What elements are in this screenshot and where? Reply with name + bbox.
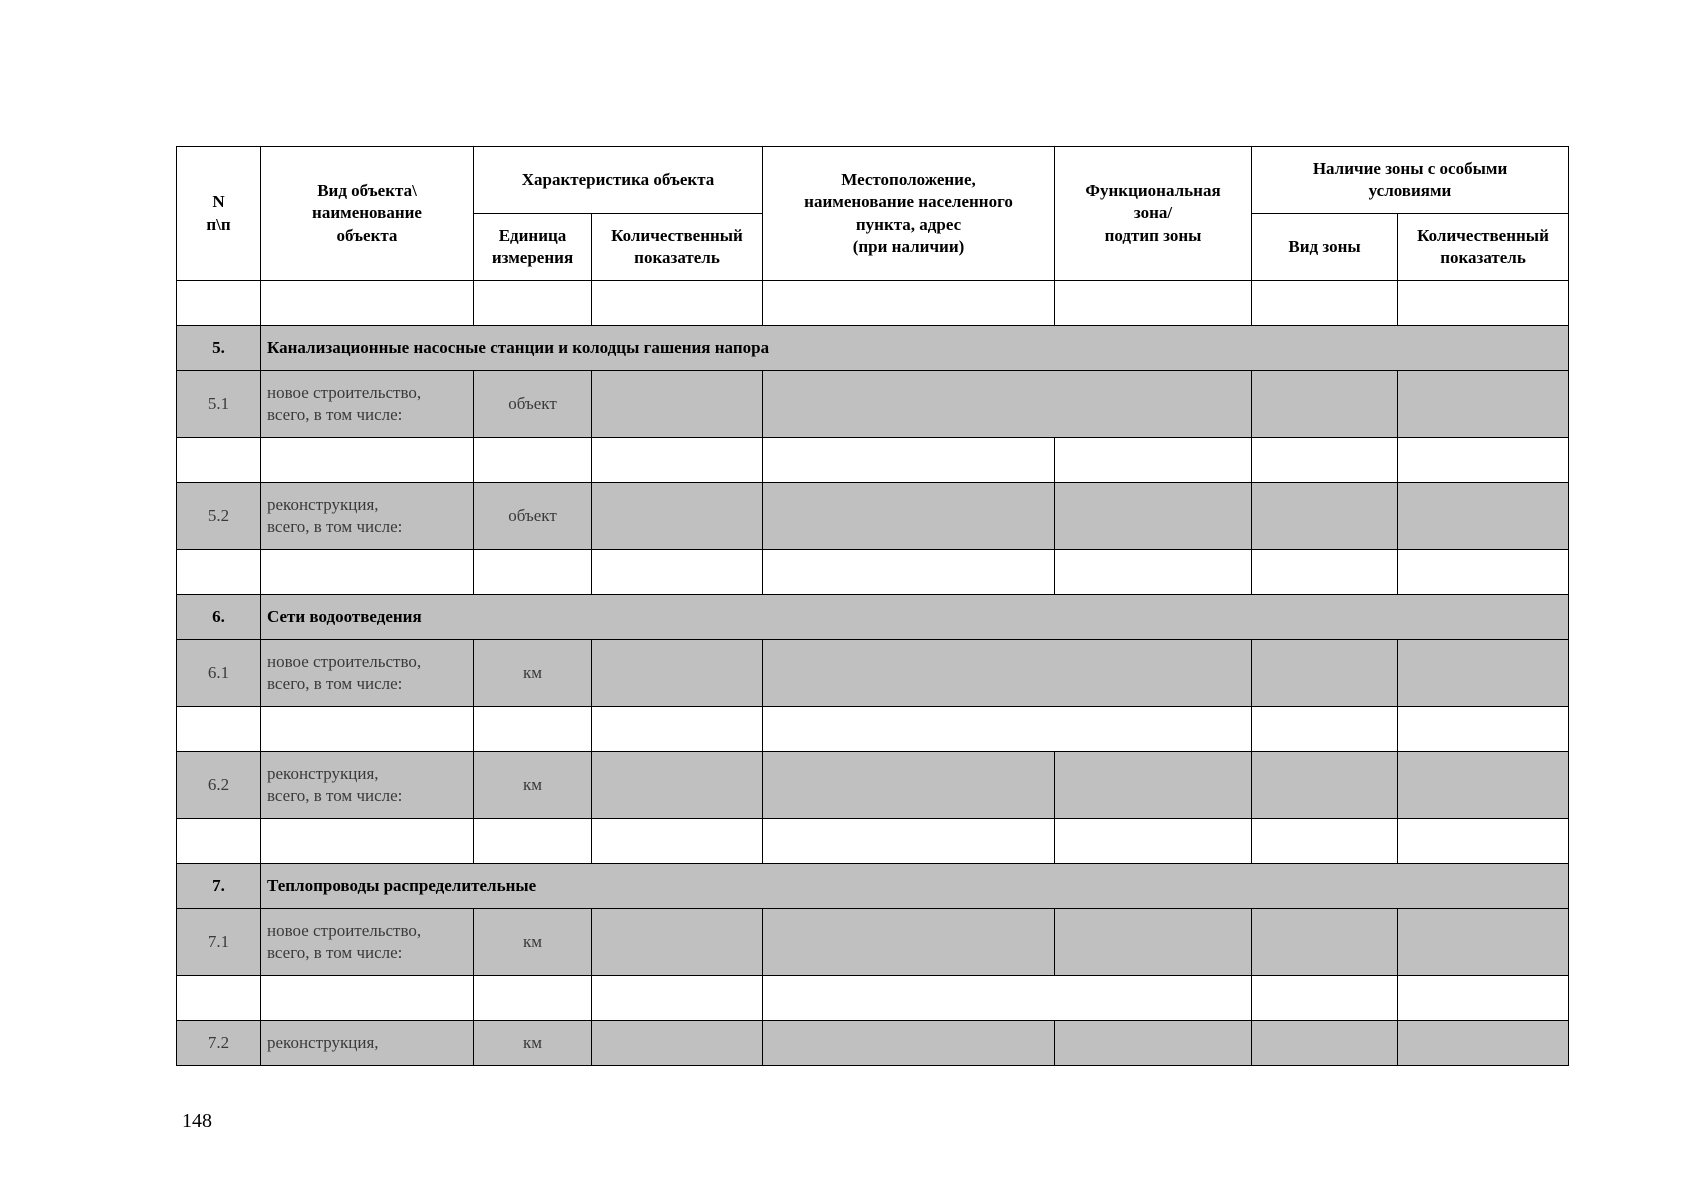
item-quantity <box>592 371 763 438</box>
header-unit: Единица измерения <box>474 214 592 281</box>
item-quantity <box>592 483 763 550</box>
table-row <box>177 752 1569 819</box>
header-object-type: Вид объекта\ наименование объекта <box>261 147 474 281</box>
item-quantity <box>592 752 763 819</box>
item-number: 6.2 <box>177 752 261 819</box>
section-number: 7. <box>177 864 261 909</box>
table-row <box>177 640 1569 707</box>
section-row <box>177 864 1569 909</box>
item-location <box>763 1021 1055 1066</box>
item-unit: км <box>474 752 592 819</box>
header-special-zone: Наличие зоны с особыми условиями <box>1252 147 1569 214</box>
section-title: Сети водоотведения <box>261 595 1569 640</box>
item-zone-quantity <box>1398 1021 1569 1066</box>
item-number: 7.1 <box>177 909 261 976</box>
table-row <box>177 483 1569 550</box>
item-functional-zone <box>1055 1021 1252 1066</box>
section-number: 6. <box>177 595 261 640</box>
item-location <box>763 909 1055 976</box>
blank-row <box>177 438 1569 483</box>
item-name: реконструкция, всего, в том числе: <box>261 752 474 819</box>
header-functional-zone: Функциональная зона/ подтип зоны <box>1055 147 1252 281</box>
blank-row <box>177 819 1569 864</box>
item-zone-quantity <box>1398 640 1569 707</box>
section-number: 5. <box>177 326 261 371</box>
section-row <box>177 595 1569 640</box>
item-location <box>763 640 1252 707</box>
item-zone-quantity <box>1398 483 1569 550</box>
header-zone-type: Вид зоны <box>1252 214 1398 281</box>
item-zone-type <box>1252 483 1398 550</box>
item-number: 5.1 <box>177 371 261 438</box>
item-zone-type <box>1252 909 1398 976</box>
section-title: Теплопроводы распределительные <box>261 864 1569 909</box>
blank-row <box>177 281 1569 326</box>
item-unit: км <box>474 909 592 976</box>
item-name: новое строительство, всего, в том числе: <box>261 640 474 707</box>
item-zone-type <box>1252 1021 1398 1066</box>
page-number: 148 <box>182 1110 212 1132</box>
table-row <box>177 909 1569 976</box>
item-functional-zone <box>1055 483 1252 550</box>
item-name: новое строительство, всего, в том числе: <box>261 371 474 438</box>
item-location <box>763 371 1252 438</box>
item-number: 6.1 <box>177 640 261 707</box>
section-row <box>177 326 1569 371</box>
item-functional-zone <box>1055 752 1252 819</box>
item-unit: км <box>474 1021 592 1066</box>
item-name: реконструкция, <box>261 1021 474 1066</box>
header-num: N п\п <box>177 147 261 281</box>
item-functional-zone <box>1055 909 1252 976</box>
header-location: Местоположение, наименование населенного пункта, адрес (при наличии) <box>763 147 1055 281</box>
item-name: новое строительство, всего, в том числе: <box>261 909 474 976</box>
item-zone-quantity <box>1398 752 1569 819</box>
header-quantity: Количественный показатель <box>592 214 763 281</box>
item-number: 7.2 <box>177 1021 261 1066</box>
section-title: Канализационные насосные станции и колодцы гашения напора <box>261 326 1569 371</box>
planning-table <box>176 146 1569 1066</box>
blank-row <box>177 976 1569 1021</box>
item-quantity <box>592 1021 763 1066</box>
item-location <box>763 752 1055 819</box>
blank-row <box>177 550 1569 595</box>
header-zone-quantity: Количественный показатель <box>1398 214 1569 281</box>
item-number: 5.2 <box>177 483 261 550</box>
item-quantity <box>592 909 763 976</box>
blank-row <box>177 707 1569 752</box>
item-zone-type <box>1252 752 1398 819</box>
item-zone-type <box>1252 371 1398 438</box>
item-unit: объект <box>474 371 592 438</box>
item-zone-quantity <box>1398 371 1569 438</box>
item-unit: объект <box>474 483 592 550</box>
item-quantity <box>592 640 763 707</box>
table-row <box>177 371 1569 438</box>
item-zone-type <box>1252 640 1398 707</box>
item-name: реконструкция, всего, в том числе: <box>261 483 474 550</box>
table-row <box>177 1021 1569 1066</box>
header-characteristic: Характеристика объекта <box>474 147 763 214</box>
item-zone-quantity <box>1398 909 1569 976</box>
item-unit: км <box>474 640 592 707</box>
item-location <box>763 483 1055 550</box>
